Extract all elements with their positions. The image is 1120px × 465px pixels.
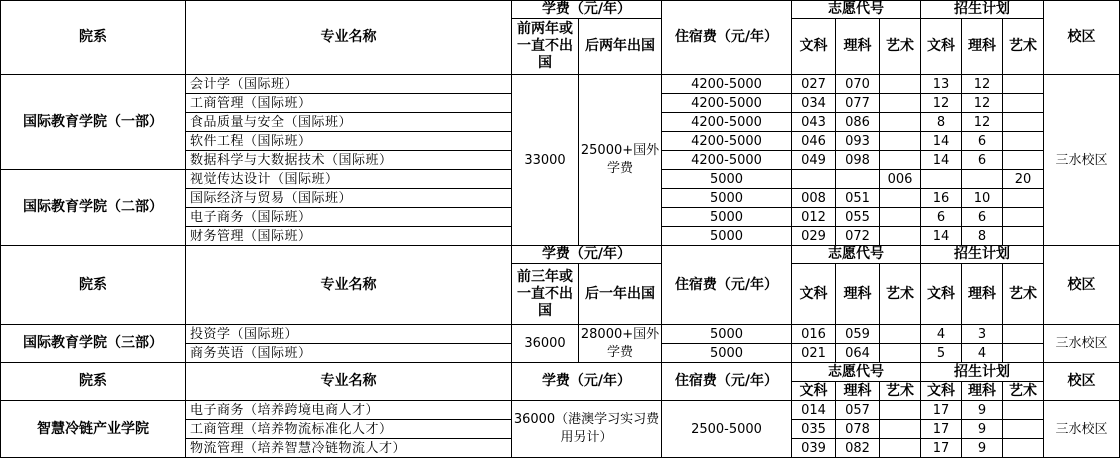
plan-yi (1003, 344, 1044, 363)
code-li: 051 (836, 189, 880, 208)
plan-wen: 8 (921, 113, 962, 132)
header-plan-yi: 艺术 (1003, 382, 1044, 401)
plan-li: 9 (962, 420, 1003, 439)
code-wen: 046 (792, 132, 836, 151)
header-code-li: 理科 (836, 264, 880, 325)
plan-li: 12 (962, 94, 1003, 113)
dorm-fee: 4200-5000 (662, 75, 792, 94)
plan-li: 3 (962, 325, 1003, 344)
header-plan-wen: 文科 (921, 382, 962, 401)
code-wen: 027 (792, 75, 836, 94)
header-campus: 校区 (1044, 363, 1120, 401)
code-wen: 035 (792, 420, 836, 439)
code-yi (880, 94, 921, 113)
dorm-fee: 5000 (662, 189, 792, 208)
major-name: 电子商务（国际班） (186, 208, 512, 227)
plan-li: 12 (962, 75, 1003, 94)
header-plan: 招生计划 (921, 246, 1044, 264)
header-major: 专业名称 (186, 1, 512, 75)
header-code-li: 理科 (836, 382, 880, 401)
dorm-fee: 4200-5000 (662, 132, 792, 151)
plan-yi (1003, 401, 1044, 420)
major-name: 数据科学与大数据技术（国际班） (186, 151, 512, 170)
code-li: 064 (836, 344, 880, 363)
code-wen: 008 (792, 189, 836, 208)
plan-wen: 16 (921, 189, 962, 208)
header-plan-yi: 艺术 (1003, 19, 1044, 75)
header-tuition: 学费（元/年） (512, 363, 662, 401)
college-intl-3: 国际教育学院（三部） (1, 325, 186, 363)
plan-yi (1003, 75, 1044, 94)
code-li: 078 (836, 420, 880, 439)
dorm-fee: 5000 (662, 344, 792, 363)
header-dorm: 住宿费（元/年） (662, 246, 792, 325)
code-wen: 012 (792, 208, 836, 227)
header-code-wen: 文科 (792, 19, 836, 75)
header-tuition: 学费（元/年） (512, 1, 662, 19)
header-plan-wen: 文科 (921, 19, 962, 75)
tuition-front: 33000 (512, 75, 579, 246)
code-wen (792, 170, 836, 189)
major-name: 财务管理（国际班） (186, 227, 512, 246)
header-tuition-front2: 前两年或一直不出国 (512, 19, 579, 75)
header-tuition-back2: 后两年出国 (579, 19, 662, 75)
plan-li: 6 (962, 132, 1003, 151)
plan-wen: 17 (921, 420, 962, 439)
code-li: 070 (836, 75, 880, 94)
plan-yi (1003, 113, 1044, 132)
plan-yi (1003, 132, 1044, 151)
plan-wen: 13 (921, 75, 962, 94)
header-plan: 招生计划 (921, 1, 1044, 19)
code-li: 098 (836, 151, 880, 170)
header-major: 专业名称 (186, 363, 512, 401)
header-code: 志愿代号 (792, 1, 921, 19)
code-li: 059 (836, 325, 880, 344)
plan-wen (921, 170, 962, 189)
code-li: 072 (836, 227, 880, 246)
code-li: 055 (836, 208, 880, 227)
plan-li: 6 (962, 151, 1003, 170)
code-wen: 014 (792, 401, 836, 420)
code-yi (880, 151, 921, 170)
code-li: 077 (836, 94, 880, 113)
header-plan-li: 理科 (962, 19, 1003, 75)
header-college: 院系 (1, 246, 186, 325)
code-li: 057 (836, 401, 880, 420)
plan-li: 8 (962, 227, 1003, 246)
plan-yi (1003, 439, 1044, 458)
plan-wen: 14 (921, 151, 962, 170)
major-name: 投资学（国际班） (186, 325, 512, 344)
code-yi (880, 227, 921, 246)
tuition-back: 28000+国外学费 (579, 325, 662, 363)
major-name: 商务英语（国际班） (186, 344, 512, 363)
code-wen: 043 (792, 113, 836, 132)
header-plan-yi: 艺术 (1003, 264, 1044, 325)
code-yi (880, 189, 921, 208)
header-code-wen: 文科 (792, 264, 836, 325)
header-code-li: 理科 (836, 19, 880, 75)
college-intl-2: 国际教育学院（二部） (1, 170, 186, 246)
header-plan-li: 理科 (962, 264, 1003, 325)
plan-wen: 12 (921, 94, 962, 113)
plan-li: 12 (962, 113, 1003, 132)
code-wen: 039 (792, 439, 836, 458)
plan-wen: 5 (921, 344, 962, 363)
header-tuition-front3: 前三年或一直不出国 (512, 264, 579, 325)
dorm-fee: 5000 (662, 208, 792, 227)
dorm-fee: 4200-5000 (662, 151, 792, 170)
plan-yi (1003, 94, 1044, 113)
header-code-wen: 文科 (792, 382, 836, 401)
header-campus: 校区 (1044, 246, 1120, 325)
plan-wen: 17 (921, 401, 962, 420)
tuition-front: 36000 (512, 325, 579, 363)
header-code: 志愿代号 (792, 246, 921, 264)
dorm-fee: 4200-5000 (662, 94, 792, 113)
tuition-back: 25000+国外学费 (579, 75, 662, 246)
code-li (836, 170, 880, 189)
code-wen: 021 (792, 344, 836, 363)
plan-yi (1003, 227, 1044, 246)
code-li: 093 (836, 132, 880, 151)
code-yi (880, 401, 921, 420)
header-plan-wen: 文科 (921, 264, 962, 325)
header-college: 院系 (1, 1, 186, 75)
plan-yi (1003, 325, 1044, 344)
plan-wen: 14 (921, 132, 962, 151)
header-code-yi: 艺术 (880, 19, 921, 75)
dorm-fee: 2500-5000 (662, 401, 792, 458)
plan-yi (1003, 151, 1044, 170)
code-wen: 016 (792, 325, 836, 344)
major-name: 视觉传达设计（国际班） (186, 170, 512, 189)
code-yi (880, 325, 921, 344)
code-wen: 049 (792, 151, 836, 170)
plan-li: 9 (962, 401, 1003, 420)
plan-li (962, 170, 1003, 189)
tuition: 36000（港澳学习实习费用另计） (512, 401, 662, 458)
major-name: 物流管理（培养智慧冷链物流人才） (186, 439, 512, 458)
major-name: 工商管理（国际班） (186, 94, 512, 113)
campus: 三水校区 (1044, 401, 1120, 458)
header-plan-li: 理科 (962, 382, 1003, 401)
plan-yi (1003, 420, 1044, 439)
plan-li: 6 (962, 208, 1003, 227)
code-yi (880, 344, 921, 363)
header-dorm: 住宿费（元/年） (662, 363, 792, 401)
header-campus: 校区 (1044, 1, 1120, 75)
plan-wen: 6 (921, 208, 962, 227)
major-name: 食品质量与安全（国际班） (186, 113, 512, 132)
college-cold-chain: 智慧冷链产业学院 (1, 401, 186, 458)
code-wen: 029 (792, 227, 836, 246)
major-name: 工商管理（培养物流标准化人才） (186, 420, 512, 439)
campus: 三水校区 (1044, 75, 1120, 246)
plan-li: 4 (962, 344, 1003, 363)
header-tuition-back1: 后一年出国 (579, 264, 662, 325)
header-dorm: 住宿费（元/年） (662, 1, 792, 75)
plan-yi: 20 (1003, 170, 1044, 189)
code-yi (880, 113, 921, 132)
dorm-fee: 4200-5000 (662, 113, 792, 132)
header-plan: 招生计划 (921, 363, 1044, 382)
code-yi: 006 (880, 170, 921, 189)
major-name: 软件工程（国际班） (186, 132, 512, 151)
header-code: 志愿代号 (792, 363, 921, 382)
code-wen: 034 (792, 94, 836, 113)
major-name: 会计学（国际班） (186, 75, 512, 94)
plan-li: 9 (962, 439, 1003, 458)
header-major: 专业名称 (186, 246, 512, 325)
plan-wen: 4 (921, 325, 962, 344)
major-name: 电子商务（培养跨境电商人才） (186, 401, 512, 420)
campus: 三水校区 (1044, 325, 1120, 363)
code-yi (880, 439, 921, 458)
college-intl-1: 国际教育学院（一部） (1, 75, 186, 170)
plan-wen: 14 (921, 227, 962, 246)
plan-wen: 17 (921, 439, 962, 458)
code-li: 082 (836, 439, 880, 458)
plan-yi (1003, 189, 1044, 208)
plan-li: 10 (962, 189, 1003, 208)
dorm-fee: 5000 (662, 170, 792, 189)
dorm-fee: 5000 (662, 325, 792, 344)
code-li: 086 (836, 113, 880, 132)
code-yi (880, 132, 921, 151)
code-yi (880, 208, 921, 227)
header-code-yi: 艺术 (880, 264, 921, 325)
header-code-yi: 艺术 (880, 382, 921, 401)
plan-yi (1003, 208, 1044, 227)
code-yi (880, 75, 921, 94)
header-tuition: 学费（元/年） (512, 246, 662, 264)
header-college: 院系 (1, 363, 186, 401)
major-name: 国际经济与贸易（国际班） (186, 189, 512, 208)
dorm-fee: 5000 (662, 227, 792, 246)
code-yi (880, 420, 921, 439)
